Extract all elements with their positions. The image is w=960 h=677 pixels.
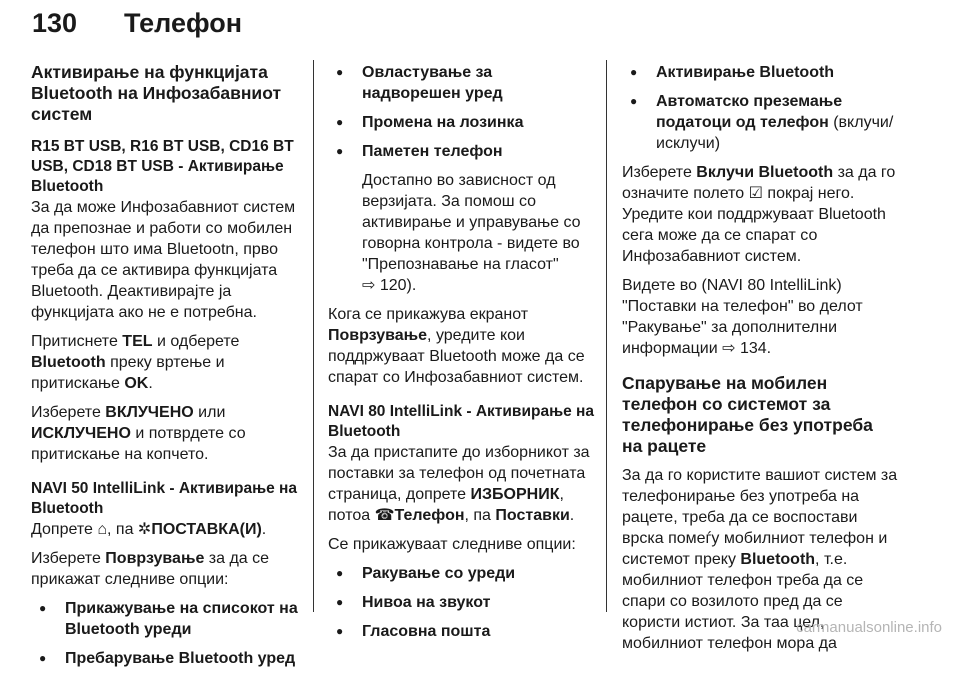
- list-item: ● Паметен телефон: [328, 141, 595, 162]
- watermark: carmanualsonline.info: [796, 619, 942, 636]
- paragraph: Изберете Поврзување за да се прикажат следниве опции:: [31, 550, 270, 588]
- page-number: 130: [32, 8, 78, 38]
- list-item: ● Промена на лозинка: [328, 112, 595, 133]
- column-divider: [313, 60, 314, 612]
- paragraph: Изберете ВКЛУЧЕНО или ИСКЛУЧЕНО и потврдете со притискање на копчето.: [31, 404, 246, 463]
- paragraph: Изберете Вклучи Bluetooth за да го означите полето ☑ покрај него. Уредите кои поддржуваат Bluetooth сега може да се спарат со Инфозабавниот систем.: [622, 164, 896, 265]
- page-reference: ⇨ 120).: [362, 277, 417, 294]
- subsection-heading: NAVI 50 IntelliLink - Активирање на Bluetooth: [31, 480, 298, 517]
- section-heading: Спарување на мобилен телефон со системот за телефонирање без употреба на рацете: [622, 373, 873, 456]
- column-divider: [606, 60, 607, 612]
- gear-icon: ✲: [137, 521, 152, 538]
- phone-icon: ☎: [374, 507, 395, 524]
- paragraph: Притиснете TEL и одберете Bluetooth преку вртење и притискање OK.: [31, 333, 240, 392]
- column-1: [31, 62, 303, 677]
- column-2: [328, 62, 595, 650]
- list-item: ● Гласовна пошта: [328, 621, 595, 642]
- section-heading: Активирање на функцијата Bluetooth на Инфозабавниот систем: [31, 62, 282, 124]
- list-item: ● Пребарување Bluetooth уред: [31, 648, 303, 669]
- paragraph: Достапно во зависност од верзијата. За помош со активирање и управување со говорна контрола - видете во "Препознавање на гласот" ⇨ 120).: [362, 172, 581, 294]
- paragraph: Допрете ⌂, па ✲ПОСТАВКА(И).: [31, 521, 267, 538]
- list-item: ● Прикажување на списокот на Bluetooth уреди: [31, 598, 303, 640]
- paragraph: Видете во (NAVI 80 IntelliLink) "Поставки на телефон" во делот "Ракување" за дополнителни информации ⇨ 134.: [622, 277, 863, 357]
- paragraph: За да пристапите до изборникот за поставки за телефон од почетната страница, допрете ИЗБОРНИК, потоа ☎Телефон, па Поставки.: [328, 444, 590, 524]
- page-header: [32, 8, 932, 52]
- home-icon: ⌂: [97, 521, 108, 538]
- paragraph: За да го користите вашиот систем за телефонирање без употреба на рацете, треба да се воспостави врска помеѓу мобилниот телефон и системот преку Bluetooth, т.е. мобилниот телефон треба да се спари со возилото пред да се користи истиот. За таа цел, мобилниот телефон мора да: [622, 467, 898, 652]
- list-item: ● Ракување со уреди: [328, 563, 595, 584]
- column-3: [622, 62, 898, 662]
- subsection-heading: NAVI 80 IntelliLink - Активирање на Bluetooth: [328, 403, 595, 440]
- paragraph: За да може Инфозабавниот систем да препознае и работи со мобилен телефон што има Bluetootn, прво треба да се активира функцијата Bluetooth. Деактивирајте ја функцијата ако не е потребна.: [31, 199, 296, 321]
- running-title: Телефон: [124, 8, 243, 38]
- list-item: ● Автоматско преземање податоци од телефон (вклучи/ исклучи): [622, 91, 898, 154]
- paragraph: Се прикажуваат следниве опции:: [328, 536, 576, 553]
- list-item: ● Активирање Bluetooth: [622, 62, 898, 83]
- list-item: ● Нивоа на звукот: [328, 592, 595, 613]
- paragraph: Кога се прикажува екранот Поврзување, уредите кои поддржуваат Bluetooth може да се спарат со Инфозабавниот систем.: [328, 306, 585, 386]
- list-item: ● Овластување за надворешен уред: [328, 62, 595, 104]
- subsection-heading: R15 BT USB, R16 BT USB, CD16 BT USB, CD18 BT USB - Активирање Bluetooth: [31, 138, 294, 195]
